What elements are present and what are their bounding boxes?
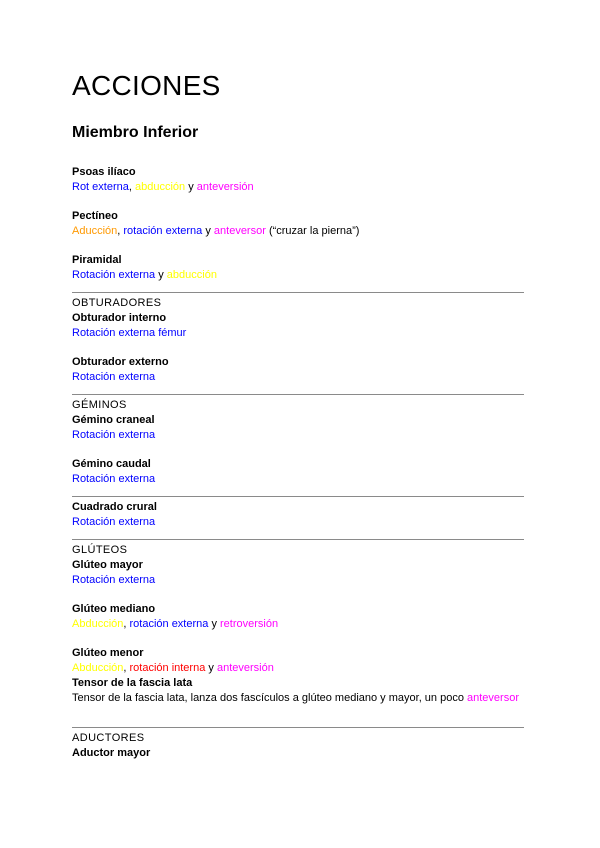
action-segment: Rotación externa fémur [72, 327, 187, 339]
action-segment: Rot externa [72, 181, 129, 193]
action-segment: rotación externa [123, 225, 203, 237]
action-segment: y [155, 269, 167, 281]
action-segment: , [117, 225, 124, 237]
muscle-action [72, 326, 524, 341]
muscle-action [72, 691, 524, 706]
muscle-entry [72, 209, 524, 239]
action-segment: anteversión [216, 662, 274, 674]
muscle-entry [72, 165, 524, 195]
section-divider [72, 394, 524, 395]
action-segment: rotación externa [129, 618, 209, 630]
muscle-action [72, 515, 524, 530]
section-divider [72, 539, 524, 540]
action-segment: rotación interna [129, 662, 206, 674]
action-segment: y [185, 181, 197, 193]
muscle-entry [72, 558, 524, 588]
action-segment: anteversión [196, 181, 254, 193]
muscle-name: Obturador externo [72, 356, 169, 368]
muscle-action [72, 472, 524, 487]
action-segment: Abducción [72, 618, 124, 630]
action-segment: abducción [135, 181, 186, 193]
muscle-action [72, 617, 524, 632]
muscle-action [72, 428, 524, 443]
muscle-list [72, 165, 524, 775]
action-segment: Tensor de la fascia lata, lanza dos fascículos a glúteo mediano y mayor, un poco [72, 692, 468, 704]
muscle-name: Psoas ilíaco [72, 166, 136, 178]
muscle-action [72, 370, 524, 385]
action-segment: Rotación externa [72, 371, 156, 383]
action-segment: abducción [166, 269, 217, 281]
muscle-name: Pectíneo [72, 210, 118, 222]
muscle-entry [72, 253, 524, 283]
muscle-entry [72, 500, 524, 530]
action-segment: anteversor [213, 225, 266, 237]
document-title: ACCIONES [72, 70, 221, 101]
section-divider [72, 496, 524, 497]
action-segment: Rotación externa [72, 429, 156, 441]
muscle-action [72, 224, 524, 239]
action-segment: anteversor [467, 692, 519, 704]
action-segment: y [202, 225, 214, 237]
muscle-name: Glúteo mayor [72, 559, 143, 571]
muscle-name: Cuadrado crural [72, 501, 157, 513]
muscle-action [72, 180, 524, 195]
action-segment: , [128, 181, 135, 193]
action-segment: Rotación externa [72, 473, 156, 485]
action-segment: Abducción [72, 662, 124, 674]
muscle-entry [72, 646, 524, 676]
muscle-name: Gémino craneal [72, 414, 155, 426]
muscle-entry [72, 457, 524, 487]
muscle-name: Piramidal [72, 254, 122, 266]
muscle-name: Obturador interno [72, 312, 167, 324]
muscle-name: Aductor mayor [72, 747, 151, 759]
muscle-entry [72, 746, 524, 761]
muscle-entry [72, 602, 524, 632]
action-segment: Aducción [72, 225, 118, 237]
section-heading: ADUCTORES [72, 732, 145, 744]
muscle-action [72, 661, 524, 676]
action-segment: , [123, 662, 130, 674]
muscle-name: Glúteo menor [72, 647, 144, 659]
section-heading: GÉMINOS [72, 399, 127, 411]
section-divider [72, 292, 524, 293]
document-subtitle: Miembro Inferior [72, 124, 199, 141]
action-segment: Rotación externa [72, 516, 156, 528]
muscle-name: Gémino caudal [72, 458, 151, 470]
muscle-action [72, 573, 524, 588]
muscle-entry [72, 355, 524, 385]
action-segment: y [208, 618, 221, 630]
action-segment: , [123, 618, 130, 630]
section-heading: OBTURADORES [72, 297, 162, 309]
muscle-entry [72, 311, 524, 341]
action-segment: y [205, 662, 217, 674]
action-segment: Rotación externa [72, 269, 156, 281]
muscle-name: Tensor de la fascia lata [72, 677, 193, 689]
section-divider [72, 727, 524, 728]
muscle-name: Glúteo mediano [72, 603, 156, 615]
action-segment: Rotación externa [72, 574, 156, 586]
muscle-entry [72, 413, 524, 443]
muscle-action [72, 268, 524, 283]
muscle-entry [72, 676, 524, 706]
action-segment: retroversión [220, 618, 279, 630]
action-segment: (“cruzar la pierna”) [265, 225, 360, 237]
section-heading: GLÚTEOS [72, 544, 128, 556]
